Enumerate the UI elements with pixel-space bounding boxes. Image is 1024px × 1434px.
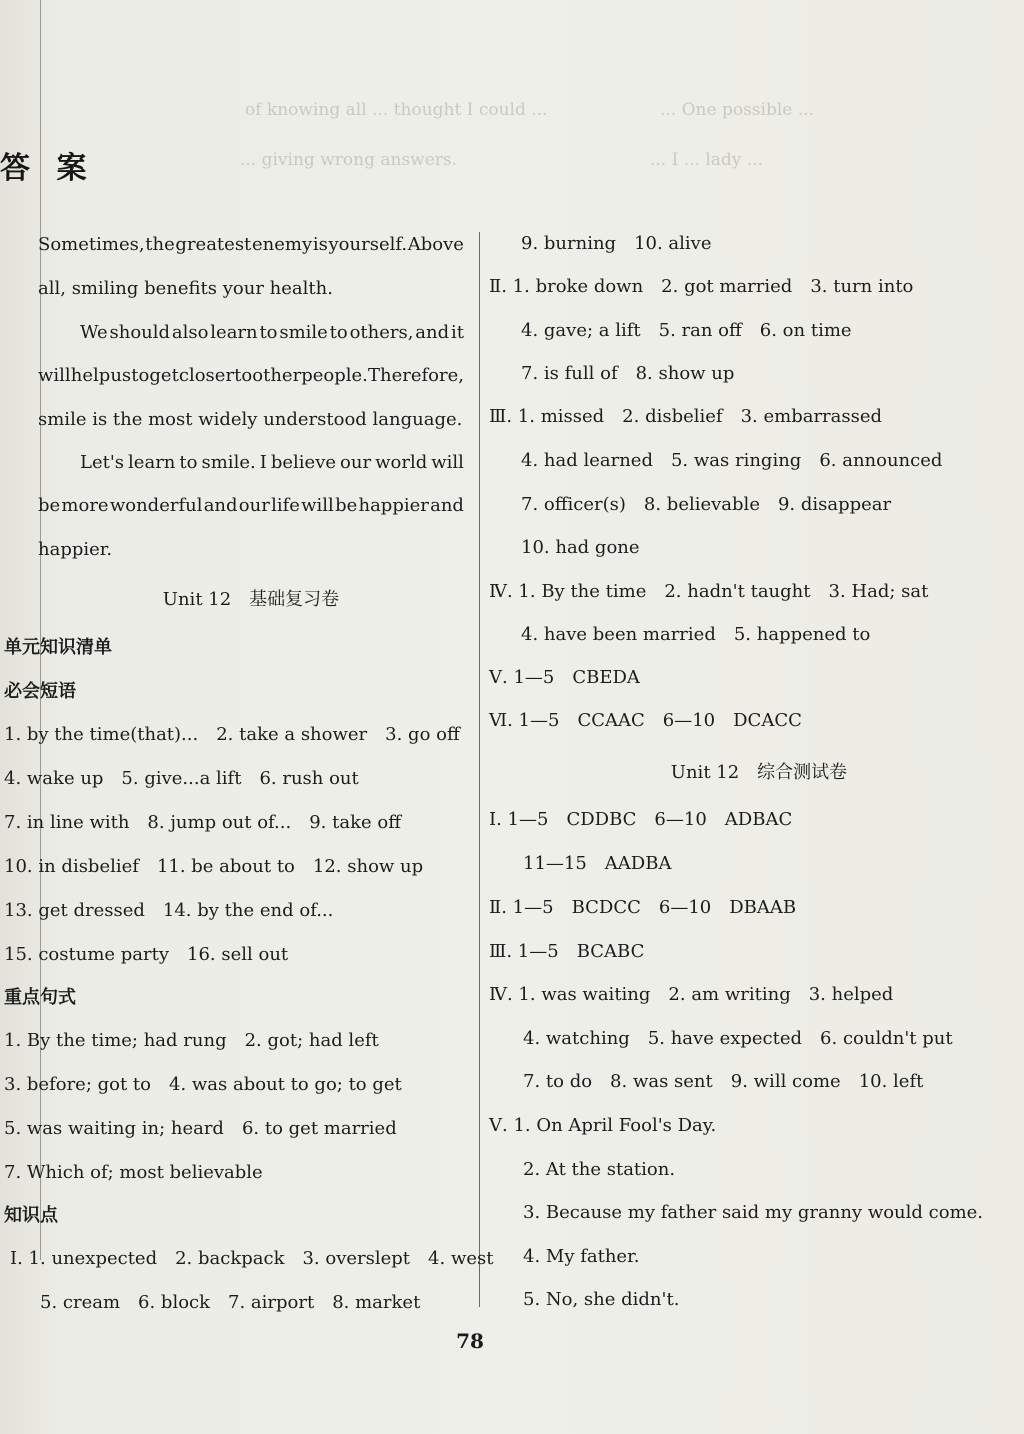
answer-line: 4. watching 5. have expected 6. couldn't put xyxy=(523,1028,953,1049)
paragraph-line: will help us to get closer to other people. Therefore, xyxy=(38,365,464,386)
paragraph-line: happier. xyxy=(38,539,113,560)
paragraph-line: all, smiling benefits your health. xyxy=(38,278,333,299)
paragraph-line: Let's learn to smile. I believe our world will xyxy=(80,452,464,473)
answer-line: 4. gave; a lift 5. ran off 6. on time xyxy=(521,320,852,341)
answer-line: 3. before; got to 4. was about to go; to get xyxy=(4,1074,402,1095)
paragraph-line: smile is the most widely understood language. xyxy=(38,409,463,430)
answer-line: 5. was waiting in; heard 6. to get married xyxy=(4,1118,397,1139)
answer-line: Ⅳ. 1. By the time 2. hadn't taught 3. Had; sat xyxy=(489,581,929,602)
answer-line: 7. Which of; most believable xyxy=(4,1162,263,1183)
show-through-text: of knowing all ... thought I could ... xyxy=(245,100,548,120)
answer-line: Ⅲ. 1. missed 2. disbelief 3. embarrassed xyxy=(489,406,883,427)
answer-line: 10. had gone xyxy=(521,537,640,558)
answer-line: 9. burning 10. alive xyxy=(521,233,712,254)
section-heading: 必会短语 xyxy=(4,681,76,702)
answer-line: 11—15 AADBA xyxy=(523,853,672,874)
answer-line: 4. My father. xyxy=(523,1246,640,1267)
show-through-text: ... One possible ... xyxy=(660,100,814,120)
answer-line: Ⅰ. 1. unexpected 2. backpack 3. overslept 4. west xyxy=(10,1248,494,1269)
section-heading: 知识点 xyxy=(4,1205,58,1226)
binding-margin-line xyxy=(40,0,41,1260)
answer-line: Ⅰ. 1—5 CDDBC 6—10 ADBAC xyxy=(489,809,793,830)
unit-heading: Unit 12 基础复习卷 xyxy=(162,589,340,610)
paragraph-line: Sometimes, the greatest enemy is yourself. Above xyxy=(38,234,464,255)
answer-line: Ⅱ. 1. broke down 2. got married 3. turn into xyxy=(489,276,914,297)
answer-line: 3. Because my father said my granny would come. xyxy=(523,1202,984,1223)
answer-line: 1. by the time(that)... 2. take a shower 3. go off xyxy=(4,724,460,745)
page-number: 78 xyxy=(436,1322,504,1360)
answer-line: Ⅴ. 1—5 CBEDA xyxy=(489,667,640,688)
answer-line: Ⅲ. 1—5 BCABC xyxy=(489,941,645,962)
answer-line: Ⅱ. 1—5 BCDCC 6—10 DBAAB xyxy=(489,897,797,918)
answer-line: 7. is full of 8. show up xyxy=(521,363,735,384)
answer-line: 13. get dressed 14. by the end of... xyxy=(4,900,334,921)
answer-line: 5. cream 6. block 7. airport 8. market xyxy=(40,1292,421,1313)
section-heading: 重点句式 xyxy=(4,987,76,1008)
answer-line: Ⅵ. 1—5 CCAAC 6—10 DCACC xyxy=(489,710,802,731)
show-through-text: ... giving wrong answers. xyxy=(240,150,458,170)
answer-line: 7. officer(s) 8. believable 9. disappear xyxy=(521,494,892,515)
show-through-text: ... I ... lady ... xyxy=(650,150,764,170)
answer-line: 1. By the time; had rung 2. got; had left xyxy=(4,1030,379,1051)
unit-heading: Unit 12 综合测试卷 xyxy=(670,762,848,783)
paragraph-line: be more wonderful and our life will be happier and xyxy=(38,495,464,516)
answer-line: 2. At the station. xyxy=(523,1159,676,1180)
answer-line: 10. in disbelief 11. be about to 12. show up xyxy=(4,856,424,877)
page-title: 答 案 xyxy=(0,151,95,186)
section-heading: 单元知识清单 xyxy=(4,637,112,658)
answer-line: 4. have been married 5. happened to xyxy=(521,624,871,645)
answer-line: 7. in line with 8. jump out of... 9. take off xyxy=(4,812,401,833)
answer-line: Ⅴ. 1. On April Fool's Day. xyxy=(489,1115,717,1136)
column-divider xyxy=(479,232,480,1307)
answer-line: 4. had learned 5. was ringing 6. announced xyxy=(521,450,943,471)
answer-line: 7. to do 8. was sent 9. will come 10. left xyxy=(523,1071,924,1092)
paragraph-line: We should also learn to smile to others, and it xyxy=(80,322,464,343)
answer-line: 4. wake up 5. give...a lift 6. rush out xyxy=(4,768,359,789)
answer-line: 15. costume party 16. sell out xyxy=(4,944,289,965)
answer-line: Ⅳ. 1. was waiting 2. am writing 3. helped xyxy=(489,984,894,1005)
answer-line: 5. No, she didn't. xyxy=(523,1289,680,1310)
